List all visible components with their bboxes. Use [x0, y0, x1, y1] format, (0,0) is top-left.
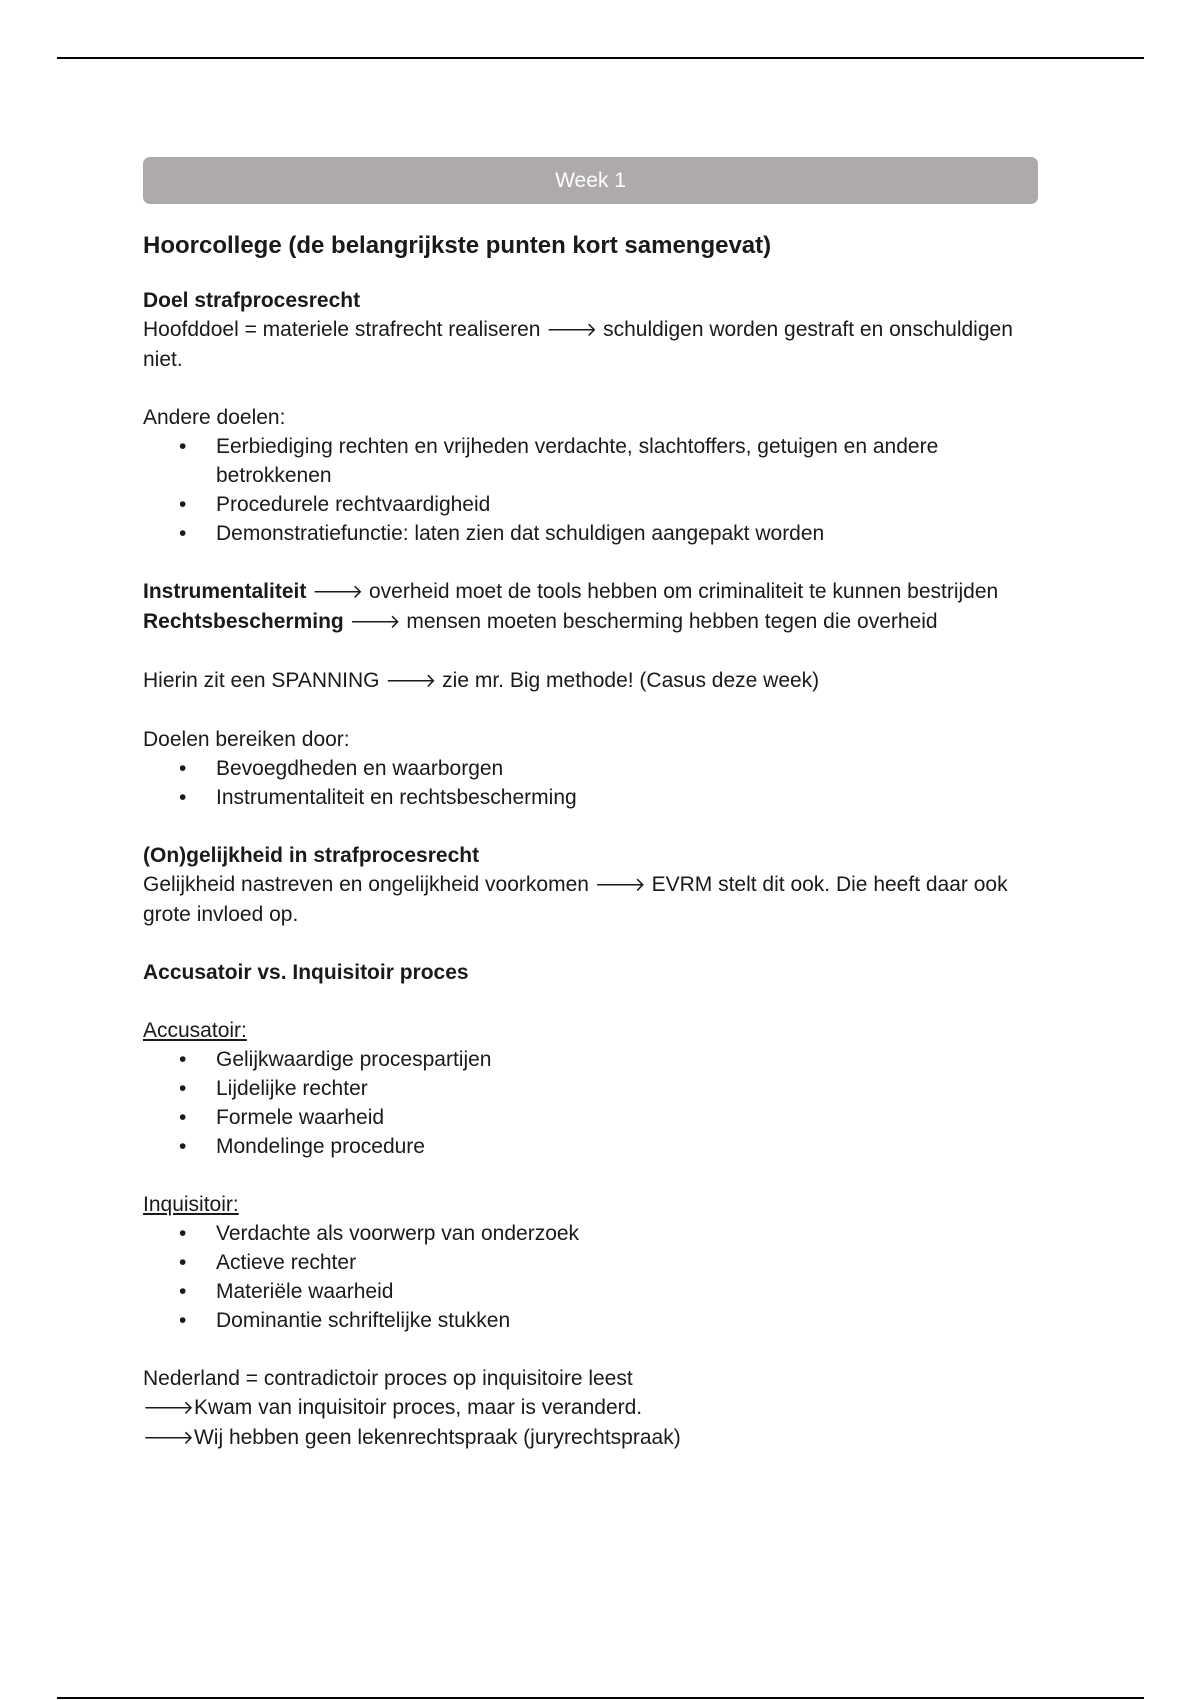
list-item: • Actieve rechter — [143, 1248, 1038, 1277]
andere-doelen-intro: Andere doelen: — [143, 406, 286, 429]
nederland-line-1: Nederland = contradictoir proces op inquisitoire leest — [143, 1367, 633, 1390]
list-item: • Demonstratiefunctie: laten zien dat schuldigen aangepakt worden — [143, 519, 1038, 548]
hoofddoel-result: schuldigen worden gestraft en onschuldigen niet. — [143, 318, 1013, 371]
list-item: • Lijdelijke rechter — [143, 1074, 1038, 1103]
page-title: Hoorcollege (de belangrijkste punten kort samengevat) — [143, 232, 772, 259]
bottom-rule — [57, 1697, 1144, 1699]
arrow-right-icon: 🡒 — [385, 670, 437, 692]
arrow-right-icon: 🡒 — [546, 319, 598, 341]
instrumentaliteit-text: overheid moet de tools hebben om criminaliteit te kunnen bestrijden — [369, 580, 999, 603]
inquisitoir-list — [143, 1219, 1038, 1335]
paragraph-spanning — [143, 666, 1038, 696]
list-item: • Dominantie schriftelijke stukken — [143, 1306, 1038, 1335]
spanning-result: zie mr. Big methode! (Casus deze week) — [442, 669, 820, 692]
arrow-right-icon: 🡒 — [312, 581, 364, 603]
rechtsbescherming-text: mensen moeten bescherming hebben tegen die overheid — [406, 610, 938, 633]
arrow-right-icon: 🡒 — [143, 1427, 194, 1449]
list-item: • Bevoegdheden en waarborgen — [143, 754, 1038, 783]
paragraph-gelijkheid — [143, 870, 1038, 929]
list-item: • Procedurele rechtvaardigheid — [143, 490, 1038, 519]
andere-doelen-list — [143, 432, 1038, 548]
accusatoir-list — [143, 1045, 1038, 1161]
paragraph-instrumentaliteit — [143, 577, 1038, 607]
doelen-bereiken-list — [143, 754, 1038, 812]
list-item: • Formele waarheid — [143, 1103, 1038, 1132]
term-rechtsbescherming: Rechtsbescherming — [143, 610, 344, 633]
section-heading-doel: Doel strafprocesrecht — [143, 289, 361, 312]
nederland-line-2 — [143, 1393, 1038, 1423]
document-body — [143, 157, 1038, 1453]
arrow-right-icon: 🡒 — [349, 611, 401, 633]
nederland-line-3 — [143, 1423, 1038, 1453]
week-label: Week 1 — [555, 169, 626, 192]
list-item: • Instrumentaliteit en rechtsbescherming — [143, 783, 1038, 812]
arrow-right-icon: 🡒 — [594, 874, 646, 896]
list-item: • Verdachte als voorwerp van onderzoek — [143, 1219, 1038, 1248]
week-banner — [143, 157, 1038, 204]
gelijkheid-text: Gelijkheid nastreven en ongelijkheid voorkomen — [143, 873, 589, 896]
spanning-text: Hierin zit een SPANNING — [143, 669, 380, 692]
term-instrumentaliteit: Instrumentaliteit — [143, 580, 307, 603]
arrow-right-icon: 🡒 — [143, 1397, 194, 1419]
section-heading-gelijkheid: (On)gelijkheid in strafprocesrecht — [143, 844, 480, 867]
section-heading-proces: Accusatoir vs. Inquisitoir proces — [143, 961, 469, 984]
list-item: • Gelijkwaardige procespartijen — [143, 1045, 1038, 1074]
paragraph-hoofddoel — [143, 315, 1038, 374]
list-item: • Mondelinge procedure — [143, 1132, 1038, 1161]
nederland-line-2-text: Kwam van inquisitoir proces, maar is veranderd. — [193, 1396, 643, 1419]
hoofddoel-text: Hoofddoel = materiele strafrecht realiseren — [143, 318, 541, 341]
gelijkheid-result: EVRM stelt dit ook. Die heeft daar ook grote invloed op. — [143, 873, 1008, 926]
doelen-bereiken-intro: Doelen bereiken door: — [143, 728, 350, 751]
list-item: • Eerbiediging rechten en vrijheden verdachte, slachtoffers, getuigen en andere betrokkenen — [143, 432, 1038, 490]
nederland-line-3-text: Wij hebben geen lekenrechtspraak (juryrechtspraak) — [193, 1426, 681, 1449]
paragraph-rechtsbescherming — [143, 607, 1038, 637]
accusatoir-label: Accusatoir: — [143, 1019, 247, 1042]
top-rule — [57, 57, 1144, 59]
inquisitoir-label: Inquisitoir: — [143, 1193, 239, 1216]
list-item: • Materiële waarheid — [143, 1277, 1038, 1306]
